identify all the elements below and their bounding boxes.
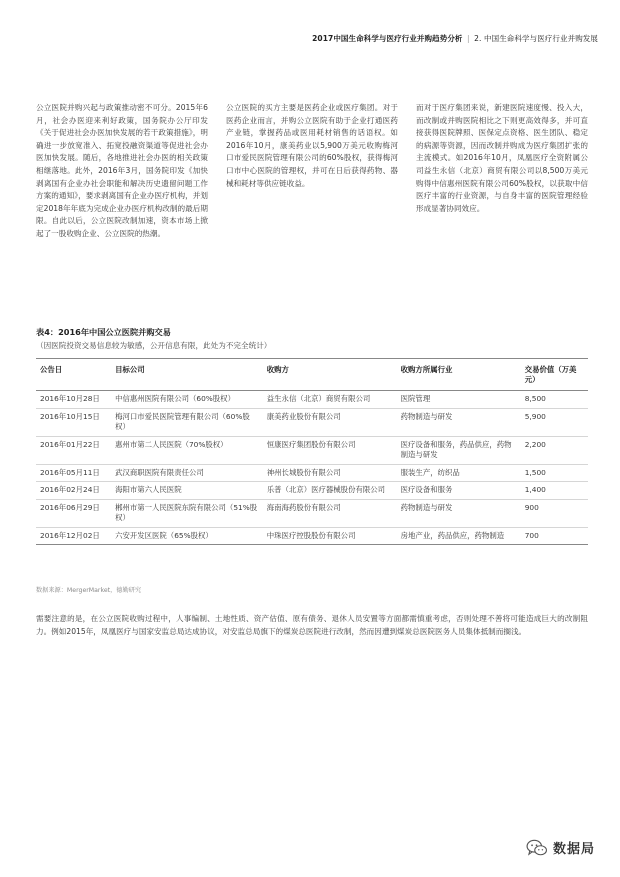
cell-value: 700 bbox=[521, 527, 588, 545]
header-deal-value: 交易价值（万美元） bbox=[521, 359, 588, 391]
table-note: （因医院投资交易信息较为敏感，公开信息有限，此处为不完全统计） bbox=[36, 341, 272, 350]
cell-target: 海阳市第六人民医院 bbox=[111, 482, 263, 500]
table-row bbox=[36, 527, 588, 545]
cell-acquirer: 中珠医疗控股股份有限公司 bbox=[263, 527, 397, 545]
header-target-company: 目标公司 bbox=[111, 359, 263, 391]
header-acquirer: 收购方 bbox=[263, 359, 397, 391]
cell-date: 2016年05月11日 bbox=[36, 464, 111, 482]
cell-industry: 药物制造与研发 bbox=[397, 408, 521, 436]
table-row bbox=[36, 436, 588, 464]
watermark-text: 数据局 bbox=[553, 842, 596, 857]
table-row bbox=[36, 464, 588, 482]
cell-date: 2016年01月22日 bbox=[36, 436, 111, 464]
cell-date: 2016年12月02日 bbox=[36, 527, 111, 545]
body-columns bbox=[36, 102, 588, 241]
body-column-1: 公立医院并购兴起与政策推动密不可分。2015年6月，社会办医迎来利好政策，国务院办公厅印发《关于促进社会办医加快发展的若干政策措施》，明确进一步放宽准入、拓宽投融资渠道等促进社会办医加快发展。随后，各地推进社会办医的相关政策相继落地。此外，2016年3月，国务院印发《加快剥离国有企业办社会职能和解决历史遗留问题工作方案的通知》，要求剥离国有企业办医疗机构，并划定2018年年底为完成企业办医疗机构改制的最后期限。自此以后，公立医院改制加速，资本市场上掀起了一股收购企业、公立医院的热潮。 bbox=[36, 103, 208, 238]
cell-date: 2016年06月29日 bbox=[36, 499, 111, 527]
section-title: 2. 中国生命科学与医疗行业并购发展 bbox=[474, 34, 598, 43]
body-column-3: 而对于医疗集团来说，新建医院速度慢、投入大，而改制或并购医院相比之下则更高效得多，并可直接获得医院牌照、医保定点资格、医生团队、稳定的病源等资源，因而改制并购成为医疗集团扩张的主流模式。如2016年10月，凤凰医疗全资附属公司益生永信（北京）商贸有限公司以8,500万美元购得中信惠州医院有限公司60%股权，以获取中信医疗丰富的行业资源，与自身丰富的医院管理经验形成显著协同效应。 bbox=[416, 103, 588, 213]
header-acquirer-industry: 收购方所属行业 bbox=[397, 359, 521, 391]
cell-target: 郴州市第一人民医院东院有限公司（51%股权） bbox=[111, 499, 263, 527]
cell-target: 六安开发区医院（65%股权） bbox=[111, 527, 263, 545]
report-header bbox=[312, 33, 598, 44]
table-row bbox=[36, 499, 588, 527]
cell-industry: 药物制造与研发 bbox=[397, 499, 521, 527]
cell-target: 中信惠州医院有限公司（60%股权） bbox=[111, 391, 263, 409]
table-row bbox=[36, 482, 588, 500]
deals-table bbox=[36, 358, 588, 545]
cell-industry: 房地产业，药品供应，药物制造 bbox=[397, 527, 521, 545]
table-header-row bbox=[36, 359, 588, 391]
header-separator: | bbox=[467, 34, 470, 43]
table-row bbox=[36, 408, 588, 436]
cell-value: 5,900 bbox=[521, 408, 588, 436]
cell-value: 1,400 bbox=[521, 482, 588, 500]
cell-date: 2016年10月15日 bbox=[36, 408, 111, 436]
table-title: 表4：2016年中国公立医院并购交易 bbox=[36, 327, 171, 337]
cell-acquirer: 恒康医疗集团股份有限公司 bbox=[263, 436, 397, 464]
cell-acquirer: 益生永信（北京）商贸有限公司 bbox=[263, 391, 397, 409]
wechat-icon bbox=[526, 839, 548, 857]
cell-industry: 服装生产，纺织品 bbox=[397, 464, 521, 482]
cell-industry: 医院管理 bbox=[397, 391, 521, 409]
watermark bbox=[526, 838, 595, 857]
cell-target: 武汉商职医院有限责任公司 bbox=[111, 464, 263, 482]
cell-value: 8,500 bbox=[521, 391, 588, 409]
table-row bbox=[36, 391, 588, 409]
cell-target: 梅河口市爱民医院管理有限公司（60%股权） bbox=[111, 408, 263, 436]
header-announce-date: 公告日 bbox=[36, 359, 111, 391]
cell-value: 1,500 bbox=[521, 464, 588, 482]
cell-industry: 医疗设备和服务，药品供应，药物制造与研发 bbox=[397, 436, 521, 464]
cell-industry: 医疗设备和服务 bbox=[397, 482, 521, 500]
cell-value: 900 bbox=[521, 499, 588, 527]
body-column-2: 公立医院的买方主要是医药企业或医疗集团。对于医药企业而言，并购公立医院有助于企业打通医药产业链，掌握药品或医用耗材销售的话语权。如2016年10月，康美药业以5,900万美元收购梅河口市爱民医院管理有限公司的60%股权，获得梅河口市中心医院的管理权，并可在日后获得药物、器械和耗材等供应链收益。 bbox=[226, 103, 398, 188]
data-source: 数据来源：MergerMarket，德勤研究 bbox=[36, 587, 142, 594]
cell-acquirer: 海南海药股份有限公司 bbox=[263, 499, 397, 527]
cell-target: 惠州市第二人民医院（70%股权） bbox=[111, 436, 263, 464]
cell-acquirer: 乐普（北京）医疗器械股份有限公司 bbox=[263, 482, 397, 500]
cell-acquirer: 康美药业股份有限公司 bbox=[263, 408, 397, 436]
cell-date: 2016年02月24日 bbox=[36, 482, 111, 500]
bottom-paragraph: 需要注意的是，在公立医院收购过程中，人事编制、土地性质、资产估值、原有债务、退休人员安置等方面都需慎重考虑，否则处理不善将可能造成巨大的改制阻力。例如2015年，凤凰医疗与国家安监总局达成协议，对安监总局旗下的煤炭总医院进行改制，然而因遭到煤炭总医院医务人员集体抵制而搁浅。 bbox=[36, 614, 588, 636]
cell-acquirer: 神州长城股份有限公司 bbox=[263, 464, 397, 482]
cell-date: 2016年10月28日 bbox=[36, 391, 111, 409]
report-title: 2017中国生命科学与医疗行业并购趋势分析 bbox=[312, 34, 463, 43]
cell-value: 2,200 bbox=[521, 436, 588, 464]
